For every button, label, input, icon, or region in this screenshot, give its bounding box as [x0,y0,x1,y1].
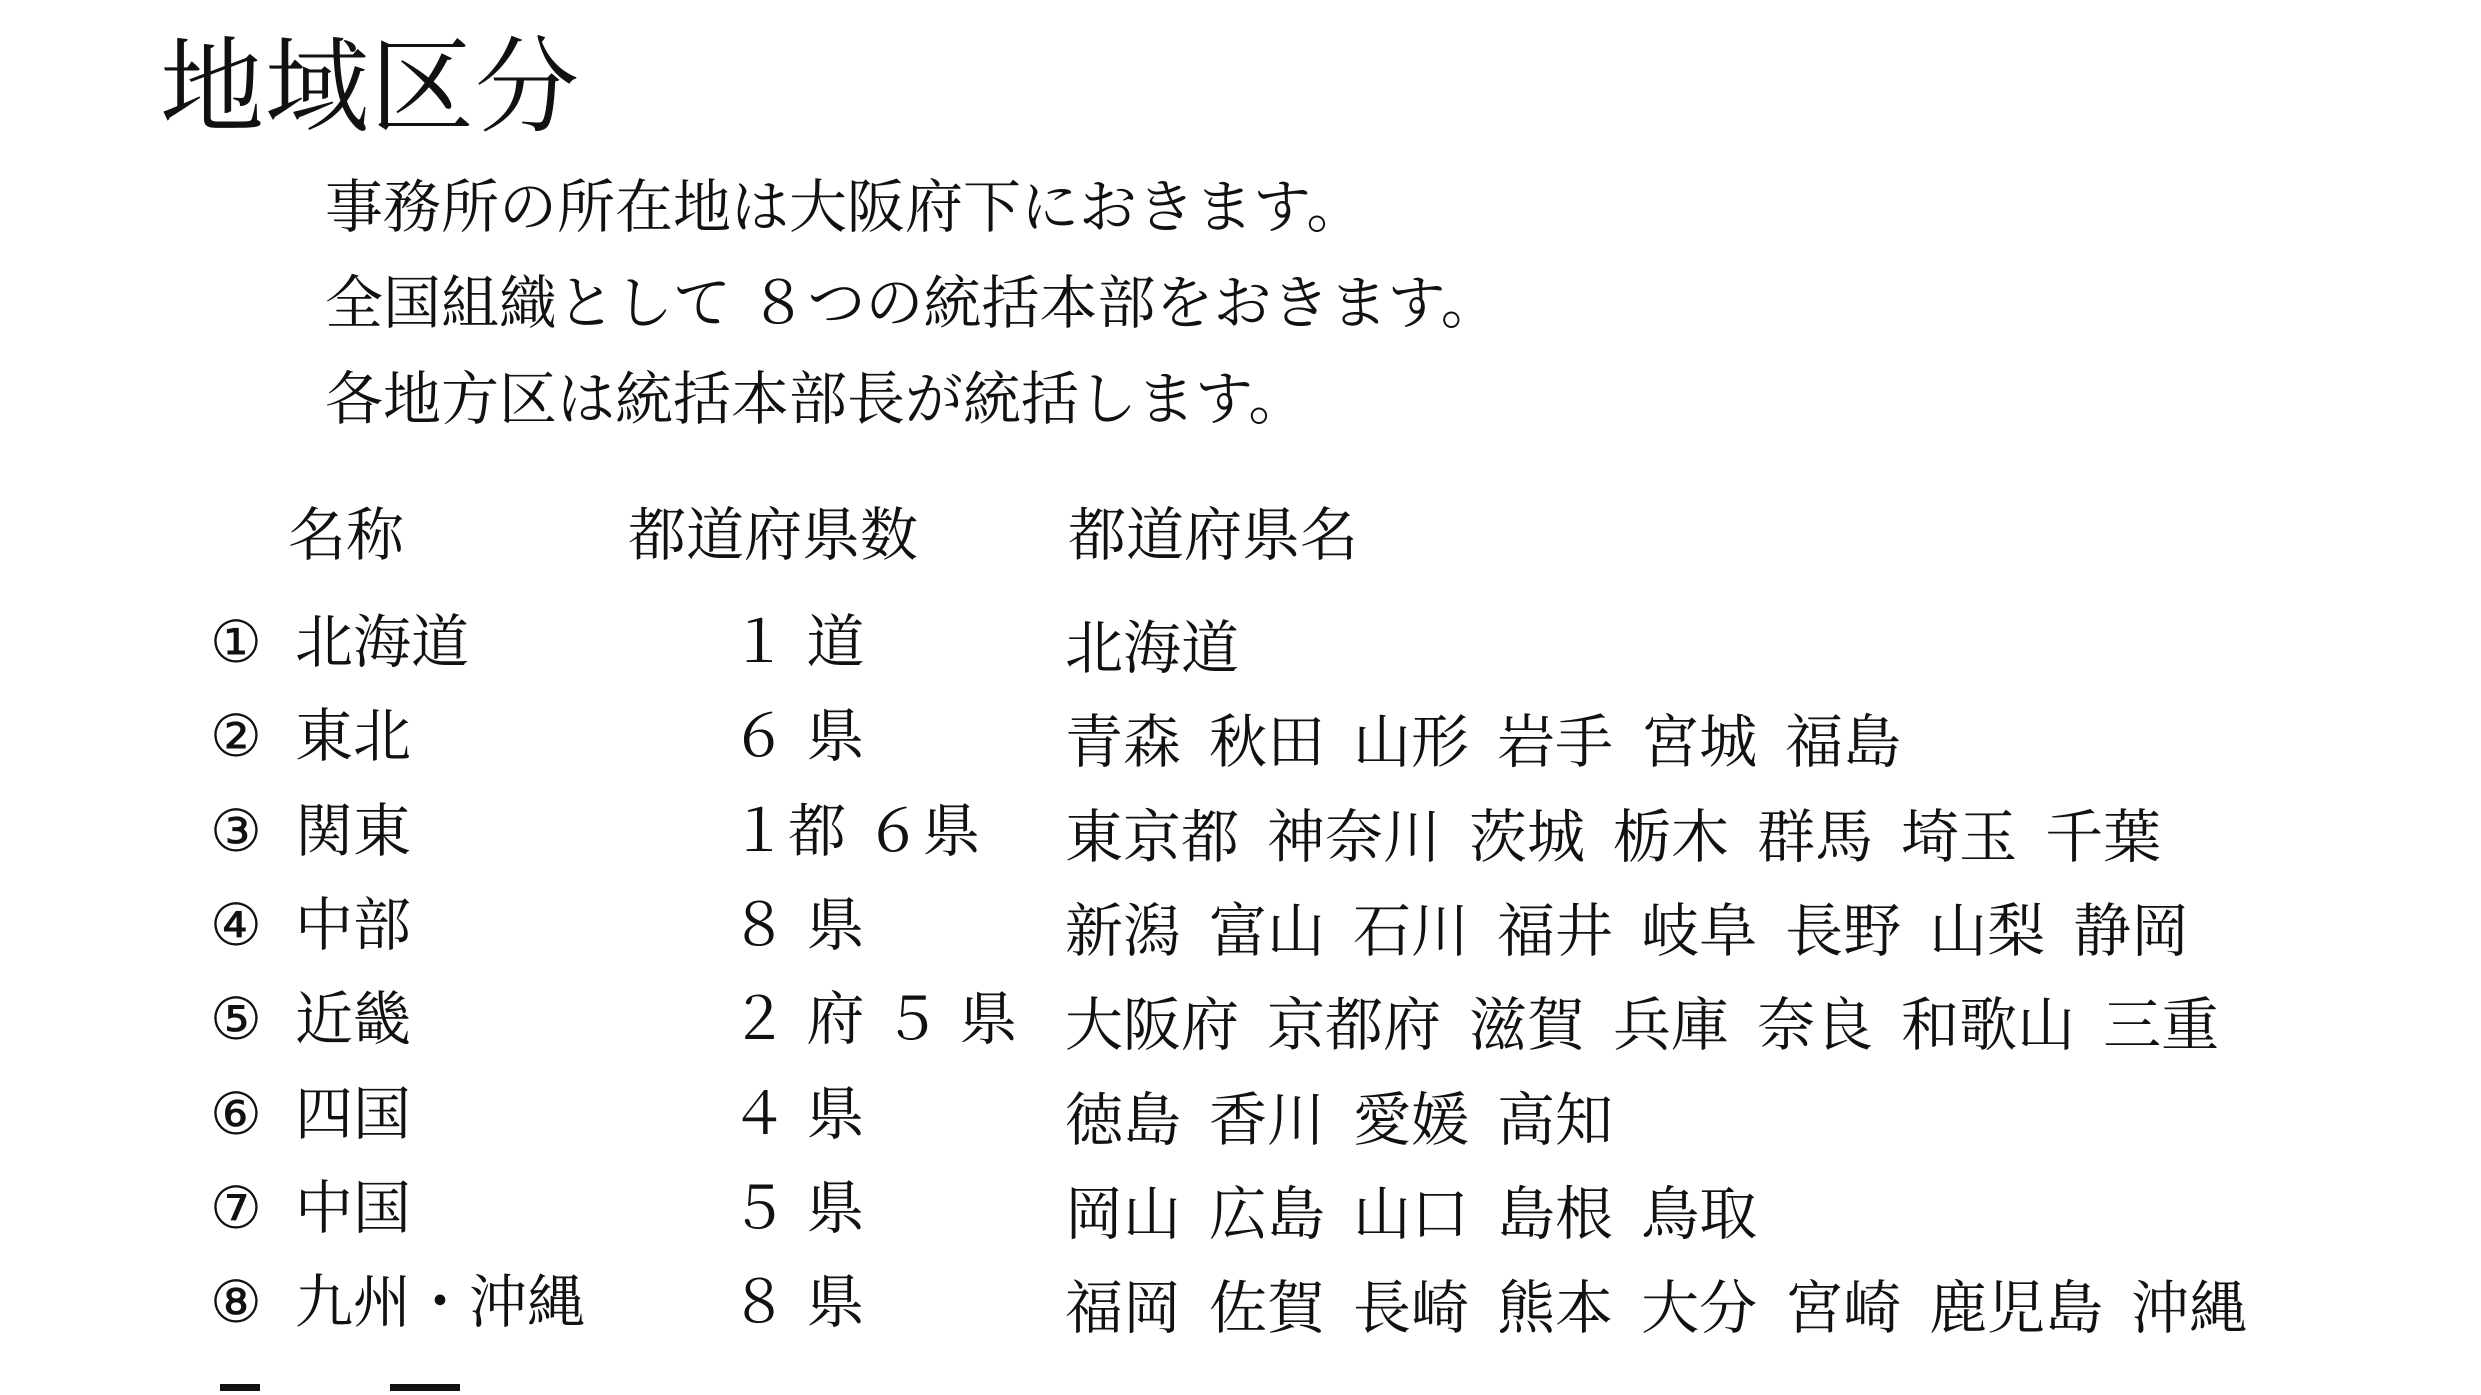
prefecture-name: 沖縄 [2131,1274,2248,1342]
prefecture-name: 岩手 [1497,708,1614,776]
cutoff-next-heading [200,1370,500,1395]
table-row [0,1262,2481,1352]
prefecture-name: 栃木 [1613,803,1730,871]
prefecture-name: 奈良 [1757,991,1874,1059]
prefecture-name: 神奈川 [1267,803,1442,871]
intro-line-3: 各地方区は統括本部長が統括します。 [325,365,1307,433]
column-header-count: 都道府県数 [628,501,919,569]
prefecture-name: 静岡 [2073,897,2190,965]
region-name: 四国 [295,1080,412,1148]
table-row [0,1168,2481,1258]
prefecture-name: 茨城 [1469,803,1586,871]
prefecture-name: 大阪府 [1065,991,1240,1059]
prefecture-name: 長崎 [1353,1274,1470,1342]
prefecture-name: 山口 [1353,1180,1470,1248]
prefecture-name: 佐賀 [1209,1274,1326,1342]
prefecture-name: 高知 [1497,1086,1614,1154]
prefecture-name: 熊本 [1497,1274,1614,1342]
table-row [0,885,2481,975]
row-number: ⑧ [210,1268,262,1336]
prefecture-name: 埼玉 [1901,803,2018,871]
page-title: 地域区分 [160,26,581,148]
prefecture-name: 群馬 [1757,803,1874,871]
row-number: ⑤ [210,985,262,1053]
prefecture-count: ４ 県 [730,1080,865,1148]
table-row [0,1074,2481,1164]
region-name: 中部 [295,891,412,959]
prefecture-name: 滋賀 [1469,991,1586,1059]
prefecture-name: 岡山 [1065,1180,1182,1248]
prefecture-name: 福島 [1785,708,1902,776]
prefecture-name: 千葉 [2045,803,2162,871]
prefecture-name: 徳島 [1065,1086,1182,1154]
prefecture-name: 北海道 [1065,614,1240,682]
prefecture-list [1065,1174,1785,1254]
row-number: ④ [210,891,262,959]
prefecture-count: １ 道 [730,608,865,676]
prefecture-name: 大分 [1641,1274,1758,1342]
row-number: ⑦ [210,1174,262,1242]
prefecture-name: 広島 [1209,1180,1326,1248]
region-name: 九州・沖縄 [295,1268,586,1336]
prefecture-name: 山形 [1353,708,1470,776]
prefecture-name: 三重 [2103,991,2220,1059]
region-name: 近畿 [295,985,412,1053]
prefecture-name: 和歌山 [1901,991,2076,1059]
intro-line-2: 全国組織として ８つの統括本部をおきます。 [325,269,1499,337]
prefecture-name: 兵庫 [1613,991,1730,1059]
prefecture-list [1065,891,2217,971]
prefecture-count: ６ 県 [730,702,865,770]
prefecture-name: 山梨 [1929,897,2046,965]
table-row [0,979,2481,1069]
prefecture-name: 秋田 [1209,708,1326,776]
prefecture-list [1065,608,1267,688]
prefecture-name: 岐阜 [1641,897,1758,965]
prefecture-name: 富山 [1209,897,1326,965]
prefecture-name: 新潟 [1065,897,1182,965]
prefecture-name: 鳥取 [1641,1180,1758,1248]
prefecture-name: 宮城 [1641,708,1758,776]
prefecture-name: 東京都 [1065,803,1240,871]
prefecture-name: 鹿児島 [1929,1274,2104,1342]
prefecture-name: 島根 [1497,1180,1614,1248]
region-name: 中国 [295,1174,412,1242]
row-number: ③ [210,797,262,865]
row-number: ② [210,702,262,770]
column-header-prefectures: 都道府県名 [1068,501,1359,569]
row-number: ① [210,608,262,676]
row-number: ⑥ [210,1080,262,1148]
prefecture-name: 宮崎 [1785,1274,1902,1342]
table-row [0,602,2481,692]
prefecture-name: 香川 [1209,1086,1326,1154]
prefecture-name: 愛媛 [1353,1086,1470,1154]
prefecture-name: 福岡 [1065,1274,1182,1342]
region-name: 北海道 [295,608,470,676]
prefecture-name: 長野 [1785,897,1902,965]
prefecture-name: 京都府 [1267,991,1442,1059]
prefecture-count: ５ 県 [730,1174,865,1242]
prefecture-list [1065,985,2247,1065]
table-row [0,696,2481,786]
prefecture-count: ２ 府 ５ 県 [730,985,1018,1053]
prefecture-name: 石川 [1353,897,1470,965]
prefecture-list [1065,1268,2275,1348]
prefecture-count: １都 ６県 [730,797,981,865]
prefecture-name: 青森 [1065,708,1182,776]
column-header-name: 名称 [288,501,405,569]
prefecture-list [1065,702,1929,782]
prefecture-list [1065,797,2189,877]
intro-line-1: 事務所の所在地は大阪府下におきます。 [325,173,1365,241]
prefecture-list [1065,1080,1641,1160]
prefecture-count: ８ 県 [730,1268,865,1336]
region-name: 関東 [295,797,412,865]
table-row [0,791,2481,881]
prefecture-name: 福井 [1497,897,1614,965]
region-name: 東北 [295,702,412,770]
prefecture-count: ８ 県 [730,891,865,959]
